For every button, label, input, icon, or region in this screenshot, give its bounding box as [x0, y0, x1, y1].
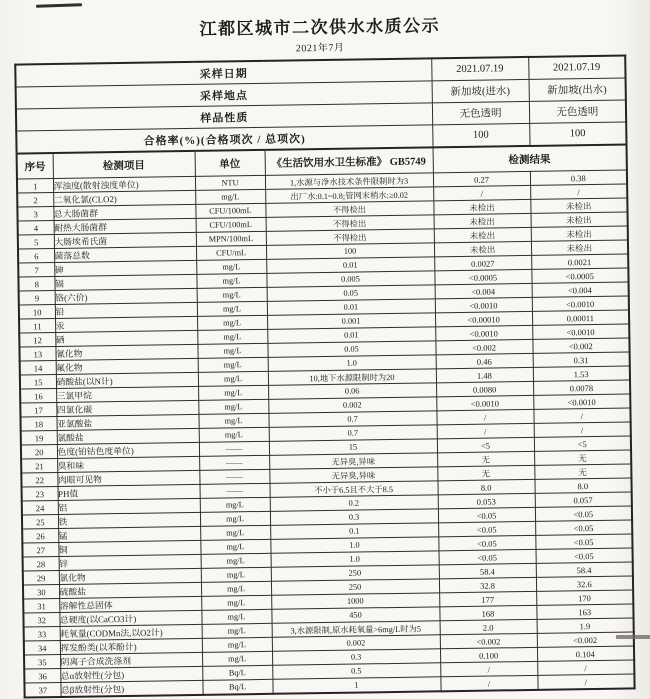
cell-standard: 不得检出	[266, 229, 434, 245]
cell-standard: 0.05	[267, 341, 435, 357]
cell-result-outlet: 163	[536, 604, 633, 619]
info-section	[15, 56, 626, 154]
cell-index: 14	[20, 360, 56, 375]
cell-result-outlet: /	[537, 660, 634, 675]
cell-result-inlet: 0.053	[438, 493, 535, 508]
cell-index: 36	[24, 668, 60, 683]
cell-item: PH值	[58, 484, 200, 500]
cell-index: 32	[23, 612, 59, 627]
cell-item: 亚氯酸盐	[56, 414, 198, 430]
cell-index: 25	[22, 514, 58, 529]
cell-unit: mg/L	[200, 525, 270, 540]
cell-unit: mg/L	[196, 259, 266, 274]
cell-result-outlet: /	[537, 674, 634, 690]
info-label: 采样日期	[15, 58, 431, 87]
cell-standard: 出厂水:0.1~0.8;管网末梢水:≥0.02	[265, 187, 433, 203]
cell-index: 10	[19, 304, 55, 319]
cell-unit: CFU/mL	[196, 245, 266, 260]
cell-standard: 0.3	[272, 649, 440, 665]
cell-unit: mg/L	[195, 189, 265, 204]
cell-index: 26	[22, 528, 58, 543]
cell-index: 11	[19, 318, 55, 333]
cell-standard: 3,水源限制,原水耗氧量>6mg/L时为5	[272, 621, 440, 637]
cell-item: 二氧化氯(CLO2)	[53, 190, 195, 206]
cell-unit: mg/L	[198, 371, 268, 386]
cell-item: 铁	[58, 512, 200, 528]
cell-index: 35	[24, 654, 60, 669]
cell-standard: 无异臭,异味	[269, 467, 437, 483]
cell-result-inlet: <5	[437, 437, 534, 452]
col-header-standard: 《生活饮用水卫生标准》 GB5749	[265, 147, 433, 175]
cell-item: 四氯化碳	[56, 400, 198, 416]
cell-standard: 0.005	[266, 271, 434, 287]
cell-unit: mg/L	[201, 567, 271, 582]
cell-result-outlet: <0.05	[536, 548, 633, 563]
cell-unit: mg/L	[201, 581, 271, 596]
cell-standard: 0.002	[268, 397, 436, 413]
water-quality-table	[14, 54, 635, 698]
cell-unit: mg/L	[197, 343, 267, 358]
cell-result-inlet: 0.0080	[436, 381, 533, 396]
cell-item: 镉	[54, 274, 196, 290]
cell-result-inlet: 177	[439, 591, 536, 606]
cell-index: 30	[23, 584, 59, 599]
cell-standard: 0.7	[269, 425, 437, 441]
cell-result-outlet: <0.002	[532, 338, 629, 353]
cell-result-inlet: <0.002	[440, 633, 537, 648]
cell-unit: ——	[199, 455, 269, 470]
cell-index: 9	[19, 291, 55, 306]
cell-result-inlet: 0.100	[440, 647, 537, 662]
scan-artifact-bottom-right	[616, 635, 650, 639]
cell-standard: 1	[272, 677, 440, 694]
cell-item: 硒	[55, 330, 197, 346]
cell-standard: 0.3	[270, 509, 438, 525]
cell-standard: 0.01	[266, 257, 434, 273]
cell-item: 溶解性总固体	[59, 596, 201, 612]
cell-unit: mg/L	[202, 651, 272, 666]
info-value-inlet: 2021.07.19	[431, 57, 528, 81]
cell-result-inlet: <0.0010	[435, 325, 532, 340]
cell-item: 氯化物	[59, 568, 201, 584]
cell-result-outlet: 0.00011	[532, 310, 629, 325]
cell-result-inlet: <0.0005	[434, 269, 531, 284]
cell-result-outlet: <0.05	[535, 534, 632, 549]
cell-result-outlet: 1.53	[533, 366, 630, 381]
cell-result-inlet: 无	[437, 451, 534, 466]
cell-result-outlet: 0.104	[537, 646, 634, 661]
cell-index: 13	[19, 346, 55, 361]
cell-unit: ——	[199, 441, 269, 456]
cell-result-outlet: 170	[536, 590, 633, 605]
cell-index: 23	[22, 486, 58, 501]
cell-unit: mg/L	[200, 511, 270, 526]
cell-index: 1	[17, 179, 53, 194]
cell-index: 12	[19, 332, 55, 347]
cell-result-outlet: 未检出	[531, 212, 628, 227]
cell-item: 菌落总数	[54, 246, 196, 262]
cell-index: 5	[18, 235, 54, 250]
cell-unit: mg/L	[201, 609, 271, 624]
cell-result-outlet: 0.0021	[531, 254, 628, 269]
cell-index: 6	[18, 249, 54, 264]
cell-result-inlet: /	[433, 185, 530, 200]
cell-result-inlet: 8.0	[437, 479, 534, 494]
cell-item: 硝酸盐(以N计)	[56, 372, 198, 388]
info-value-inlet: 无色透明	[432, 101, 529, 124]
cell-standard: 15	[269, 439, 437, 455]
cell-item: 铬(六价)	[55, 288, 197, 304]
cell-item: 耐热大肠菌群	[54, 218, 196, 234]
cell-unit: mg/L	[197, 329, 267, 344]
cell-index: 15	[20, 374, 56, 389]
cell-result-outlet: 0.31	[533, 352, 630, 367]
cell-result-inlet: 无	[437, 465, 534, 480]
cell-item: 阴离子合成洗涤剂	[60, 652, 202, 668]
cell-standard: 0.1	[270, 523, 438, 539]
cell-item: 氰化物	[55, 344, 197, 360]
cell-unit: MPN/100mL	[196, 231, 266, 246]
cell-item: 总α放射性(分包)	[60, 666, 202, 682]
info-value-outlet: 新加坡(出水)	[529, 78, 626, 101]
cell-result-outlet: 8.0	[534, 478, 631, 493]
cell-unit: ——	[199, 469, 269, 484]
cell-index: 22	[21, 472, 57, 487]
cell-index: 20	[21, 444, 57, 459]
cell-result-outlet: <5	[534, 436, 631, 451]
cell-unit: mg/L	[197, 301, 267, 316]
info-value-outlet: 无色透明	[529, 100, 626, 123]
cell-standard: 0.01	[267, 327, 435, 343]
cell-unit: mg/L	[196, 273, 266, 288]
cell-result-inlet: 0.27	[433, 171, 530, 186]
cell-unit: mg/L	[198, 357, 268, 372]
cell-unit: mg/L	[202, 623, 272, 638]
cell-unit: ——	[200, 483, 270, 498]
cell-result-inlet: <0.05	[438, 507, 535, 522]
cell-item: 耗氧量(CODMn法,以O2计)	[60, 624, 202, 640]
cell-unit: mg/L	[202, 637, 272, 652]
cell-result-outlet: 未检出	[530, 198, 627, 213]
cell-result-inlet: 0.0027	[434, 255, 531, 270]
cell-standard: 0.7	[268, 411, 436, 427]
cell-result-inlet: /	[440, 661, 537, 676]
cell-result-outlet: /	[534, 422, 631, 437]
cell-result-inlet: 1.48	[436, 367, 533, 382]
cell-standard: 0.001	[267, 313, 435, 329]
cell-result-outlet: <0.002	[537, 632, 634, 647]
cell-unit: Bq/L	[202, 665, 272, 680]
cell-item: 汞	[55, 316, 197, 332]
cell-result-outlet: <0.0010	[533, 394, 630, 409]
cell-standard: 250	[271, 579, 439, 595]
cell-unit: NTU	[195, 175, 265, 190]
cell-result-inlet: 未检出	[433, 199, 530, 214]
cell-result-outlet: /	[530, 184, 627, 199]
cell-standard: 0.002	[272, 635, 440, 651]
cell-result-outlet: 0.057	[535, 492, 632, 507]
cell-item: 锌	[59, 554, 201, 570]
cell-result-inlet: <0.05	[439, 549, 536, 564]
cell-unit: mg/L	[198, 399, 268, 414]
info-value-inlet: 新加坡(进水)	[432, 79, 529, 102]
cell-result-inlet: <0.0010	[435, 297, 532, 312]
cell-unit: mg/L	[198, 413, 268, 428]
cell-unit: mg/L	[197, 287, 267, 302]
cell-item: 铅	[55, 302, 197, 318]
cell-standard: 1000	[271, 593, 439, 609]
cell-item: 总β放射性(分包)	[60, 680, 202, 697]
cell-result-outlet: <0.0010	[532, 324, 629, 339]
info-value-outlet: 2021.07.19	[528, 56, 625, 80]
cell-result-inlet: 2.0	[440, 619, 537, 634]
cell-standard: 1.0	[270, 537, 438, 553]
cell-result-outlet: 无	[534, 464, 631, 479]
cell-standard: 10,地下水源限制时为20	[268, 369, 436, 385]
cell-index: 18	[20, 416, 56, 431]
cell-standard: 100	[266, 243, 434, 259]
cell-index: 21	[21, 458, 57, 473]
cell-standard: 不得检出	[266, 215, 434, 231]
cell-result-outlet: 1.9	[537, 618, 634, 633]
cell-index: 2	[17, 193, 53, 208]
cell-result-inlet: <0.00010	[435, 311, 532, 326]
cell-standard: 无异臭,异味	[269, 453, 437, 469]
cell-standard: 250	[271, 565, 439, 581]
cell-result-inlet: 0.46	[436, 353, 533, 368]
cell-result-outlet: <0.05	[535, 520, 632, 535]
cell-item: 大肠埃希氏菌	[54, 232, 196, 248]
col-header-result: 检测结果	[433, 145, 627, 173]
info-value-inlet: 100	[432, 123, 529, 147]
cell-standard: 0.05	[267, 285, 435, 301]
cell-item: 臭和味	[57, 456, 199, 472]
cell-unit: mg/L	[197, 315, 267, 330]
cell-item: 氯酸盐	[57, 428, 199, 444]
cell-item: 色度(铂钴色度单位)	[57, 442, 199, 458]
cell-unit: mg/L	[200, 497, 270, 512]
cell-unit: mg/L	[201, 553, 271, 568]
cell-result-inlet: 58.4	[439, 563, 536, 578]
cell-result-inlet: /	[437, 423, 534, 438]
cell-index: 28	[23, 556, 59, 571]
cell-index: 17	[20, 402, 56, 417]
cell-item: 三氯甲烷	[56, 386, 198, 402]
cell-result-inlet: 32.8	[439, 577, 536, 592]
info-value-outlet: 100	[529, 122, 626, 146]
cell-item: 氟化物	[56, 358, 198, 374]
cell-index: 27	[22, 542, 58, 557]
cell-index: 4	[18, 221, 54, 236]
cell-result-inlet: 未检出	[434, 227, 531, 242]
page-subtitle: 2021年7月	[295, 42, 345, 55]
cell-standard: 0.06	[268, 383, 436, 399]
cell-index: 24	[22, 500, 58, 515]
cell-result-outlet: <0.0010	[532, 296, 629, 311]
cell-standard: 450	[271, 607, 439, 623]
cell-item: 砷	[54, 260, 196, 276]
info-label: 采样地点	[16, 81, 432, 109]
cell-result-outlet: 未检出	[531, 226, 628, 241]
cell-unit: Bq/L	[202, 679, 272, 695]
cell-item: 锰	[58, 526, 200, 542]
cell-result-outlet: 32.6	[536, 576, 633, 591]
cell-item: 硫酸盐	[59, 582, 201, 598]
cell-item: 浑浊度(散射浊度单位)	[53, 176, 195, 192]
page-title: 江都区城市二次供水水质公示	[199, 16, 441, 39]
cell-result-inlet: 未检出	[434, 213, 531, 228]
cell-item: 总大肠菌群	[53, 204, 195, 220]
cell-index: 37	[24, 682, 60, 697]
cell-standard: 不小于6.5且不大于8.5	[270, 481, 438, 497]
cell-index: 3	[17, 207, 53, 222]
cell-item: 铜	[58, 540, 200, 556]
cell-index: 31	[23, 598, 59, 613]
cell-index: 29	[23, 570, 59, 585]
cell-standard: 不得检出	[265, 201, 433, 217]
cell-result-inlet: <0.05	[438, 535, 535, 550]
cell-result-inlet: <0.05	[438, 521, 535, 536]
cell-unit: mg/L	[198, 385, 268, 400]
cell-unit: mg/L	[201, 595, 271, 610]
cell-item: 铝	[58, 498, 200, 514]
cell-result-inlet: <0.002	[435, 339, 532, 354]
cell-result-outlet: /	[533, 408, 630, 423]
cell-result-inlet: /	[436, 409, 533, 424]
col-header-unit: 单位	[195, 150, 265, 177]
cell-unit: CFU/100mL	[195, 203, 265, 218]
cell-standard: 0.5	[272, 663, 440, 679]
cell-standard: 1,水源与净水技术条件限制时为3	[265, 173, 433, 189]
cell-result-outlet: <0.0005	[531, 268, 628, 283]
cell-result-outlet: 58.4	[536, 562, 633, 577]
info-label: 合格率(%)(合格项次 / 总项次)	[16, 125, 432, 154]
cell-standard: 0.01	[267, 299, 435, 315]
cell-standard: 1.0	[268, 355, 436, 371]
cell-index: 34	[24, 640, 60, 655]
col-header-item: 检测项目	[53, 151, 195, 179]
cell-result-outlet: 0.38	[530, 170, 627, 185]
cell-result-inlet: <0.004	[435, 283, 532, 298]
cell-unit: mg/L	[199, 427, 269, 442]
cell-item: 挥发酚类(以苯酚计)	[60, 638, 202, 654]
cell-index: 7	[18, 263, 54, 278]
col-header-index: 序号	[17, 153, 53, 179]
cell-index: 33	[24, 626, 60, 641]
cell-result-outlet: 未检出	[531, 240, 628, 255]
cell-index: 16	[20, 388, 56, 403]
cell-result-outlet: <0.05	[535, 506, 632, 521]
table-body	[17, 170, 635, 697]
cell-result-inlet: <0.0010	[436, 395, 533, 410]
cell-standard: 1.0	[271, 551, 439, 567]
cell-unit: CFU/100mL	[196, 217, 266, 232]
cell-item: 肉眼可见物	[57, 470, 199, 486]
cell-result-outlet: 无	[534, 450, 631, 465]
cell-unit: mg/L	[200, 539, 270, 554]
cell-result-outlet: <0.004	[532, 282, 629, 297]
cell-item: 总硬度(以CaCO3计)	[59, 610, 201, 626]
cell-result-inlet: /	[440, 675, 537, 691]
cell-result-outlet: 0.0078	[533, 380, 630, 395]
cell-result-inlet: 168	[439, 605, 536, 620]
cell-index: 8	[18, 277, 54, 292]
cell-result-inlet: 未检出	[434, 241, 531, 256]
cell-index: 19	[21, 430, 57, 445]
cell-standard: 0.2	[270, 495, 438, 511]
info-label: 样品性质	[16, 103, 432, 131]
